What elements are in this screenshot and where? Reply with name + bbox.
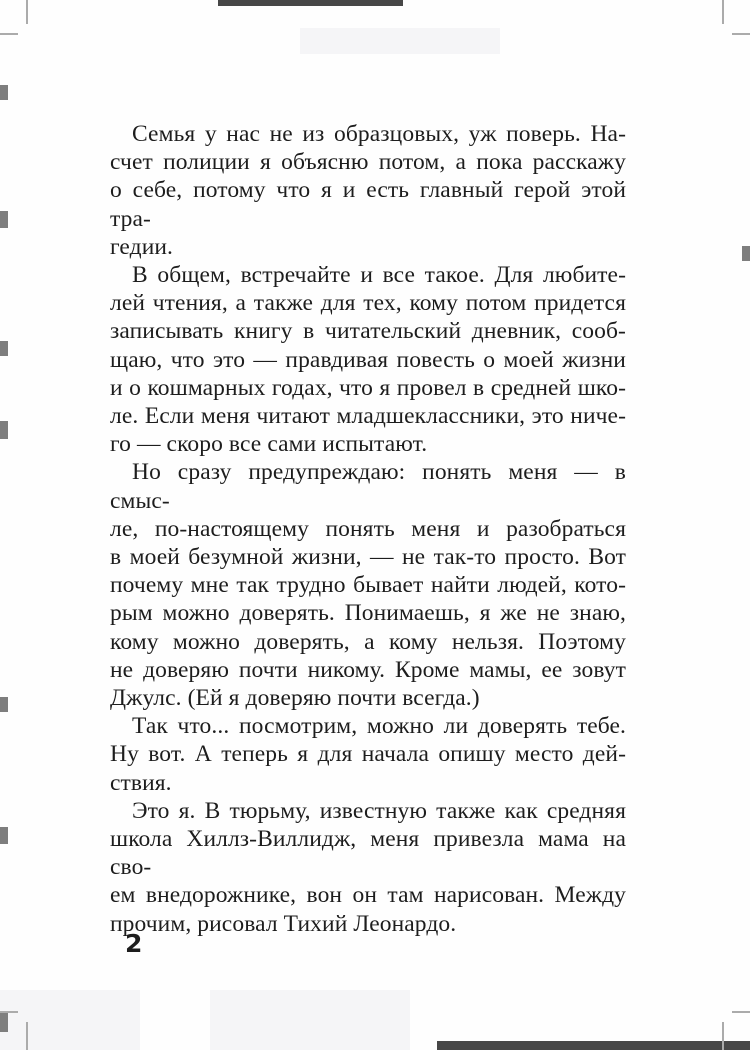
crop-mark bbox=[722, 0, 724, 24]
scan-artifact-left-tick bbox=[0, 697, 8, 712]
scan-artifact-bottom-bar bbox=[437, 1041, 750, 1050]
text-line: школа Хиллз-Виллидж, меня привезла мама на сво- bbox=[110, 826, 626, 881]
text-line: гедии. bbox=[110, 233, 174, 260]
text-line: щаю, что это — правдивая повесть о моей жизни bbox=[110, 346, 626, 373]
scan-artifact-left-tick bbox=[0, 421, 8, 439]
text-line: о себе, потому что я и есть главный герой этой тра- bbox=[110, 177, 626, 232]
text-line: ствия. bbox=[110, 769, 172, 796]
scan-artifact-left-tick bbox=[0, 1013, 8, 1032]
text-line: записывать книгу в читательский дневник, сооб- bbox=[110, 318, 626, 345]
text-line: не доверяю почти никому. Кроме мамы, ее зовут bbox=[110, 656, 626, 683]
text-line: в моей безумной жизни, — не так-то просто. Вот bbox=[110, 544, 626, 571]
scan-artifact-left-tick bbox=[0, 211, 8, 228]
scan-smudge bbox=[210, 990, 410, 1050]
text-line: го — скоро все сами испытают. bbox=[110, 431, 428, 458]
scan-smudge bbox=[0, 990, 140, 1050]
crop-mark bbox=[26, 1022, 28, 1050]
scan-artifact-left-tick bbox=[0, 827, 8, 844]
scan-artifact-top-bar bbox=[218, 0, 403, 6]
text-line: ем внедорожнике, вон он там нарисован. Между bbox=[110, 882, 626, 909]
text-line: Так что... посмотрим, можно ли доверять тебе. bbox=[132, 713, 626, 740]
text-line: кому можно доверять, а кому нельзя. Поэтому bbox=[110, 628, 626, 655]
crop-mark bbox=[0, 33, 18, 35]
page-text bbox=[110, 120, 626, 938]
text-line: Джулс. (Ей я доверяю почти всегда.) bbox=[110, 685, 480, 712]
scan-artifact-left-tick bbox=[0, 341, 8, 356]
text-line: рым можно доверять. Понимаешь, я же не знаю, bbox=[110, 600, 626, 627]
text-line: и о кошмарных годах, что я провел в средней шко- bbox=[110, 374, 626, 401]
page-number: 2 bbox=[125, 929, 143, 958]
text-line: ле, по-настоящему понять меня и разобраться bbox=[110, 515, 626, 542]
text-line: ле. Если меня читают младшеклассники, это ниче- bbox=[110, 403, 626, 430]
text-line: В общем, встречайте и все такое. Для любите- bbox=[132, 262, 626, 289]
scan-artifact-right-tick bbox=[742, 246, 750, 261]
crop-mark bbox=[732, 1011, 750, 1013]
crop-mark bbox=[722, 1022, 724, 1050]
text-line: лей чтения, а также для тех, кому потом придется bbox=[110, 290, 626, 317]
scan-smudge bbox=[300, 28, 500, 54]
text-line: Но сразу предупреждаю: понять меня — в смыс- bbox=[110, 459, 626, 514]
text-line: Ну вот. А теперь я для начала опишу место дей- bbox=[110, 741, 626, 768]
crop-mark bbox=[0, 1011, 18, 1013]
text-line: Семья у нас не из образцовых, уж поверь. На- bbox=[132, 121, 626, 147]
text-line: счет полиции я объясню потом, а пока расскажу bbox=[110, 149, 626, 176]
text-line: Это я. В тюрьму, известную также как средняя bbox=[132, 797, 626, 824]
scan-artifact-left-tick bbox=[0, 85, 8, 100]
text-line: почему мне так трудно бывает найти людей, кото- bbox=[110, 572, 626, 599]
crop-mark bbox=[732, 33, 750, 35]
text-line: прочим, рисовал Тихий Леонардо. bbox=[110, 910, 457, 937]
crop-mark bbox=[26, 0, 28, 24]
